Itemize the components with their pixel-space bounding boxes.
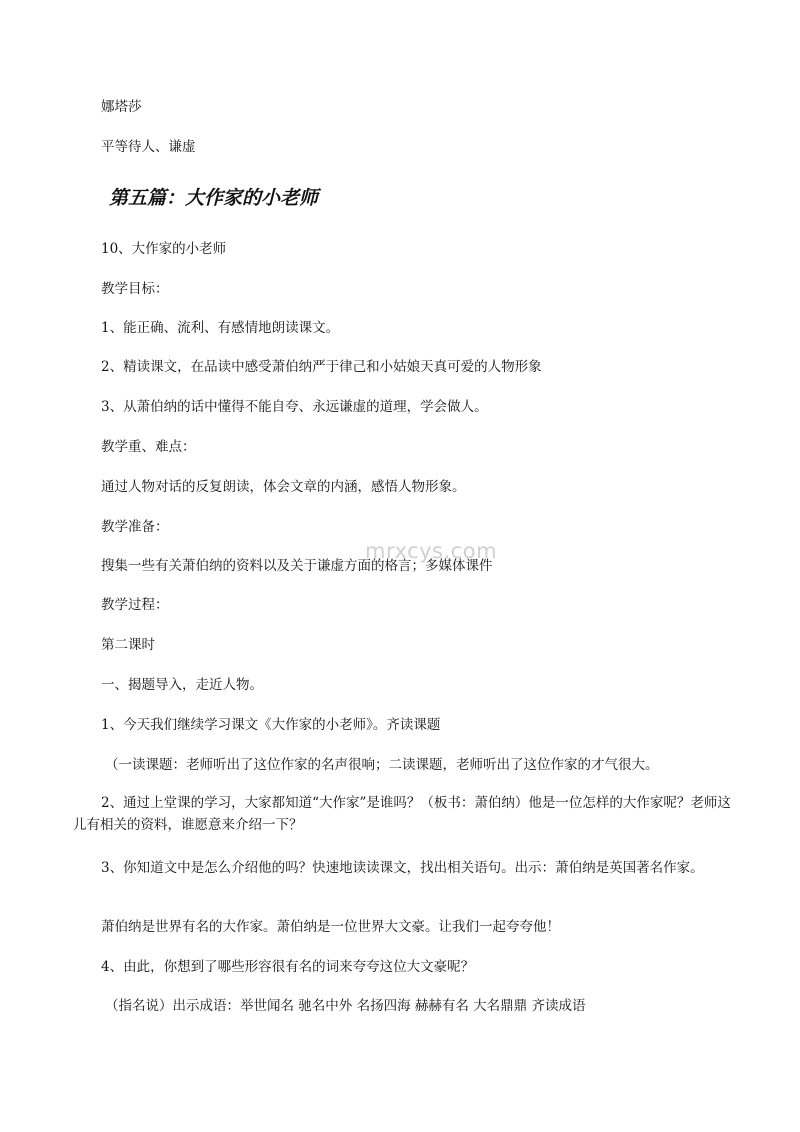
text-line-12: 教学过程： — [101, 597, 169, 613]
text-line-8: 教学重、难点： — [101, 439, 196, 455]
text-line-1: 娜塔莎 — [101, 99, 142, 115]
watermark-text: mrxcys.com — [365, 539, 498, 563]
text-line-2: 平等待人、谦虚 — [101, 139, 196, 155]
text-line-4: 教学目标： — [101, 281, 169, 297]
text-line-18: 3、你知道文中是怎么介绍他的吗？快速地读读课文，找出相关语句。出示：萧伯纳是英国著名作家。 — [101, 860, 704, 876]
text-line-20: 4、由此，你想到了哪些形容很有名的词来夸夸这位大文豪呢？ — [101, 959, 475, 975]
text-line-6: 2、精读课文，在品读中感受萧伯纳严于律己和小姑娘天真可爱的人物形象 — [101, 359, 542, 375]
section-heading: 第五篇：大作家的小老师 — [109, 187, 319, 209]
text-line-15: 1、今天我们继续学习课文《大作家的小老师》。齐读课题 — [101, 717, 441, 733]
text-line-13: 第二课时 — [101, 637, 155, 653]
text-line-16: （一读课题：老师听出了这位作家的名声很响；二读课题，老师听出了这位作家的才气很大。 — [105, 757, 659, 773]
text-line-9: 通过人物对话的反复朗读，体会文章的内涵，感悟人物形象。 — [101, 479, 466, 495]
text-paragraph-17: 2、通过上堂课的学习，大家都知道“大作家”是谁吗？（板书：萧伯纳）他是一位怎样的大作家呢？老师这儿有相关的资料，谁愿意来介绍一下？ — [73, 795, 731, 833]
text-line-3: 10、大作家的小老师 — [101, 241, 227, 257]
text-line-21: （指名说）出示成语：举世闻名 驰名中外 名扬四海 赫赫有名 大名鼎鼎 齐读成语 — [105, 998, 586, 1014]
text-line-19: 萧伯纳是世界有名的大作家。萧伯纳是一位世界大文豪。让我们一起夸夸他！ — [101, 919, 560, 935]
text-line-14: 一、揭题导入，走近人物。 — [101, 677, 263, 693]
text-line-5: 1、能正确、流利、有感情地朗读课文。 — [101, 320, 340, 336]
text-line-10: 教学准备： — [101, 519, 169, 535]
text-line-11: 搜集一些有关萧伯纳的资料以及关于谦虚方面的格言；多媒体课件 — [101, 558, 493, 574]
text-line-7: 3、从萧伯纳的话中懂得不能自夸、永远谦虚的道理，学会做人。 — [101, 399, 488, 415]
